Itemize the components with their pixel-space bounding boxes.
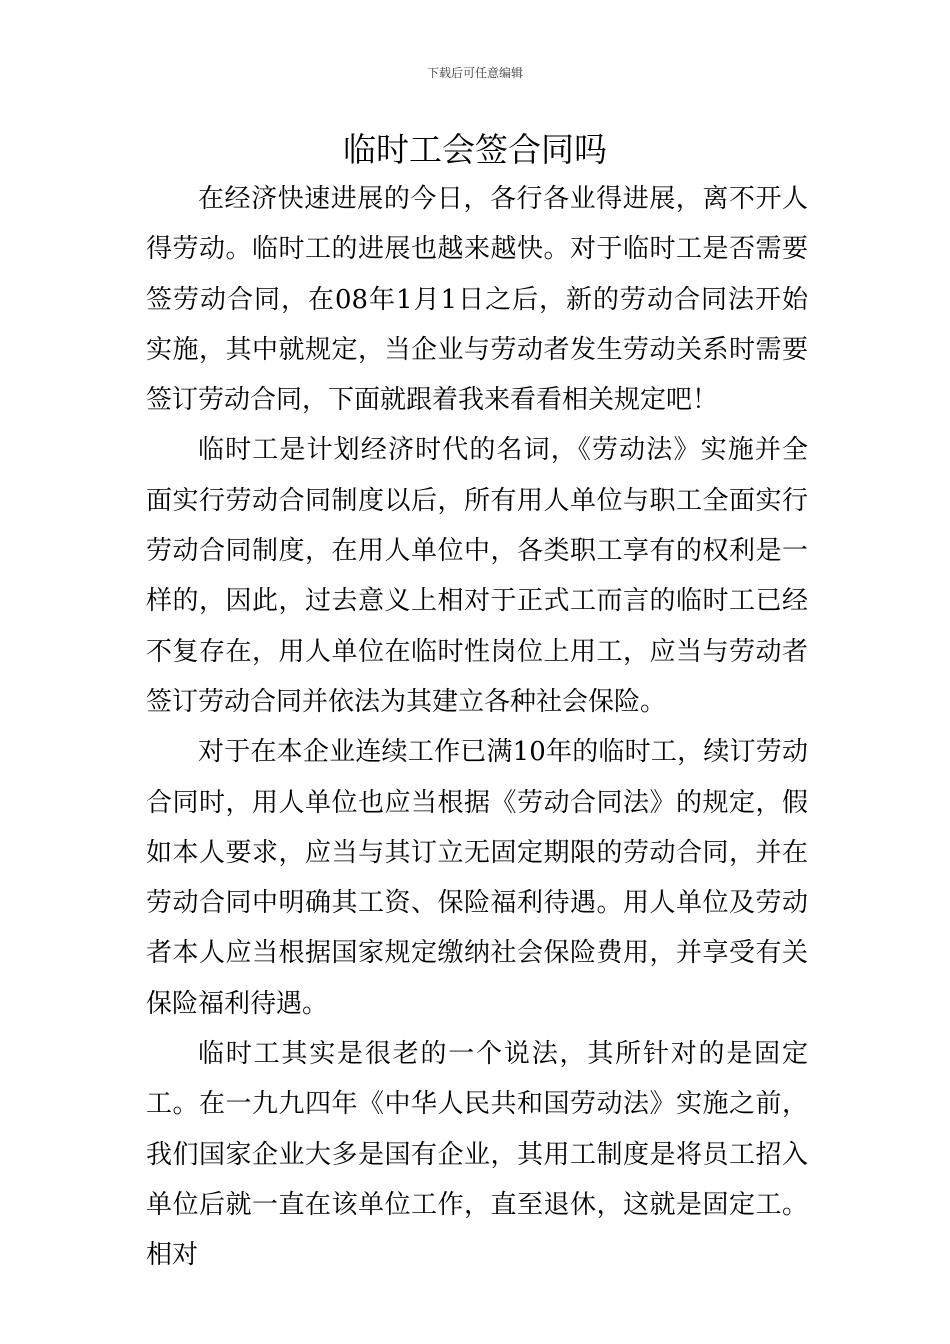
paragraph-2: 临时工是计划经济时代的名词，《劳动法》实施并全面实行劳动合同制度以后，所有用人单位与职工全面实行劳动合同制度，在用人单位中，各类职工享有的权利是一样的，因此，过去意义上相对于正式工而言的临时工已经不复存在，用人单位在临时性岗位上用工，应当与劳动者签订劳动合同并依法为其建立各种社会保险。 xyxy=(146,435,808,717)
header-note: 下载后可任意编辑 xyxy=(426,66,523,80)
document-title: 临时工会签合同吗 xyxy=(343,130,607,169)
paragraph-1: 在经济快速进展的今日，各行各业得进展，离不开人得劳动。临时工的进展也越来越快。对于临时工是否需要签劳动合同，在08年1月1日之后，新的劳动合同法开始实施，其中就规定，当企业与劳动者发生劳动关系时需要签订劳动合同，下面就跟着我来看看相关规定吧！ xyxy=(146,184,808,416)
document-body xyxy=(146,174,808,1281)
paragraph-3: 对于在本企业连续工作已满10年的临时工，续订劳动合同时，用人单位也应当根据《劳动合同法》的规定，假如本人要求，应当与其订立无固定期限的劳动合同，并在劳动合同中明确其工资、保险福利待遇。用人单位及劳动者本人应当根据国家规定缴纳社会保险费用，并享受有关保险福利待遇。 xyxy=(146,737,808,1019)
paragraph-4: 临时工其实是很老的一个说法，其所针对的是固定工。在一九九四年《中华人民共和国劳动法》实施之前，我们国家企业大多是国有企业，其用工制度是将员工招入单位后就一直在该单位工作，直至退休，这就是固定工。相对 xyxy=(146,1039,808,1271)
